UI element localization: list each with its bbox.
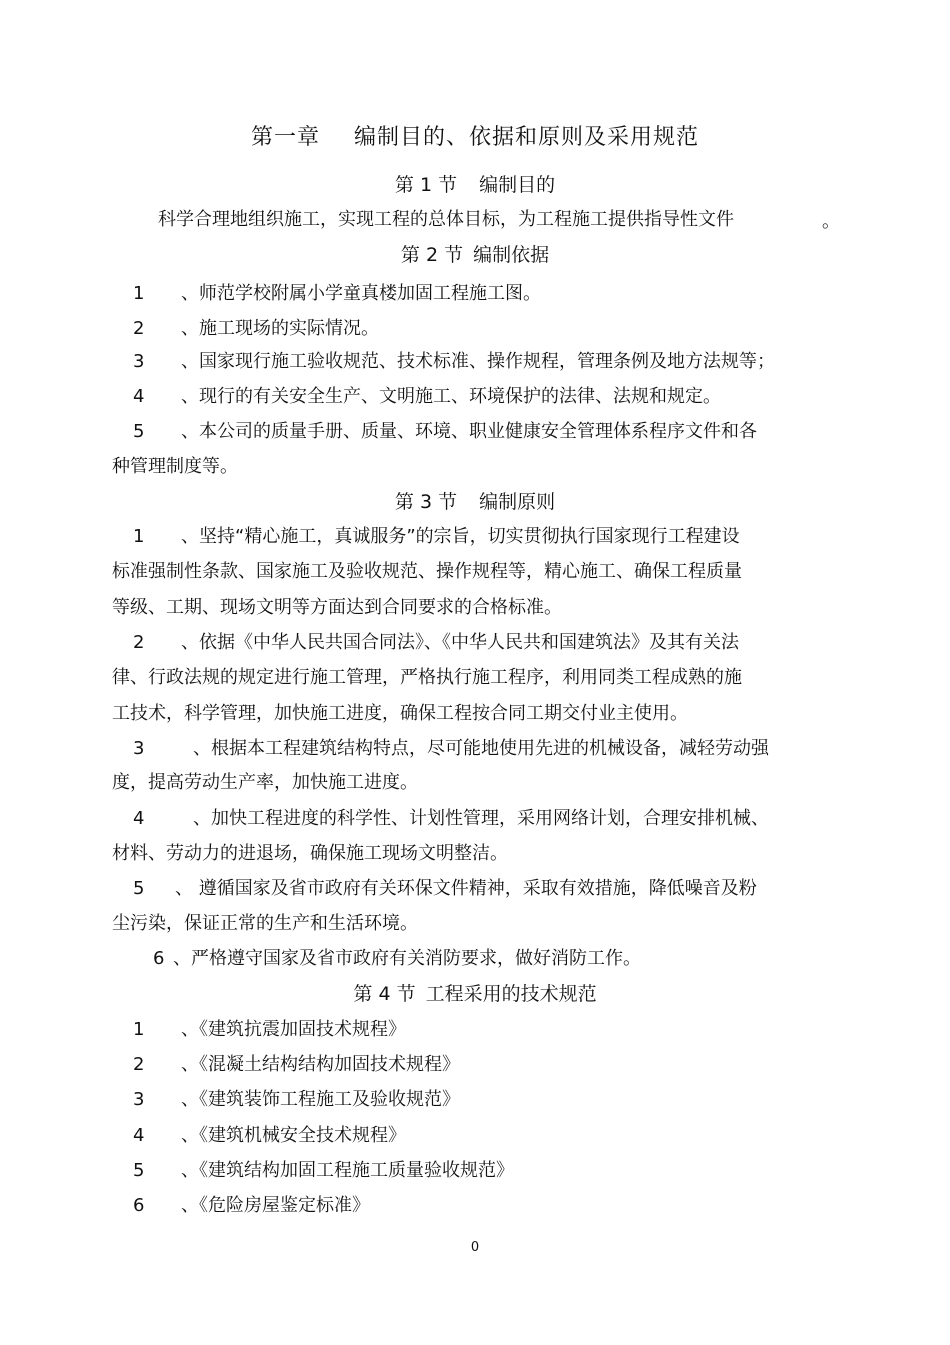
principle-item-5: [133, 877, 757, 901]
item-number: 1: [133, 1019, 145, 1040]
standard-item-4: [133, 1124, 406, 1148]
item-text: 、依据《中华人民共国合同法》、《中华人民共和国建筑法》及其有关法: [181, 632, 739, 653]
principle-item-2: [133, 631, 739, 655]
item-number: 3: [133, 351, 145, 372]
principle-item-3-cont: 度，提高劳动生产率，加快施工进度。: [112, 772, 418, 793]
item-text: 、《建筑装饰工程施工及验收规范》: [181, 1089, 460, 1110]
item-number: 2: [133, 632, 145, 653]
item-number: 2: [133, 1054, 145, 1075]
purpose-period: 。: [822, 211, 840, 232]
basis-item-5-cont: 种管理制度等。: [112, 456, 238, 477]
standard-item-5: [133, 1159, 514, 1183]
section-title: 工程采用的技术规范: [425, 983, 597, 1005]
chapter-title: [0, 126, 950, 150]
page-number: 0: [470, 1240, 480, 1255]
item-number: 5: [133, 1160, 145, 1181]
item-text: 、施工现场的实际情况。: [181, 318, 379, 339]
item-number: 3: [133, 738, 145, 759]
purpose-paragraph: [158, 208, 734, 232]
principle-item-6: [153, 947, 641, 971]
principle-item-2-cont: 律、行政法规的规定进行施工管理，严格执行施工程序，利用同类工程成熟的施: [112, 667, 742, 688]
item-number: 5: [133, 421, 145, 442]
standard-item-1: [133, 1018, 406, 1042]
item-text: 、本公司的质量手册、质量、环境、职业健康安全管理体系程序文件和各: [181, 421, 757, 442]
basis-item-1: [133, 282, 541, 306]
item-text: 、根据本工程建筑结构特点，尽可能地使用先进的机械设备，减轻劳动强: [193, 738, 769, 759]
item-text: 、现行的有关安全生产、文明施工、环境保护的法律、法规和规定。: [181, 386, 721, 407]
section-title: 编制依据: [473, 244, 550, 266]
item-text: 、坚持“精心施工，真诚服务”的宗旨，切实贯彻执行国家现行工程建设: [181, 526, 740, 547]
item-number: 4: [133, 1125, 145, 1146]
item-number: 2: [133, 318, 145, 339]
item-text: 、严格遵守国家及省市政府有关消防要求，做好消防工作。: [173, 948, 641, 969]
item-text: 、《建筑结构加固工程施工质量验收规范》: [181, 1160, 514, 1181]
principle-item-1: [133, 525, 740, 549]
section-heading-3: [0, 490, 950, 514]
item-number: 3: [133, 1089, 145, 1110]
item-number: 6: [133, 1195, 145, 1216]
section-label: 第 1 节: [394, 174, 458, 196]
standard-item-2: [133, 1053, 460, 1077]
item-text: 、《混凝土结构结构加固技术规程》: [181, 1054, 460, 1075]
basis-item-5: [133, 420, 757, 444]
item-number: 4: [133, 808, 145, 829]
chapter-title-text: 编制目的、依据和原则及采用规范: [354, 125, 700, 150]
principle-item-2-cont: 工技术，科学管理，加快施工进度，确保工程按合同工期交付业主使用。: [112, 703, 688, 724]
basis-item-2: [133, 317, 379, 341]
item-text: 、《建筑抗震加固技术规程》: [181, 1019, 406, 1040]
section-heading-1: [0, 173, 950, 197]
standard-item-6: [133, 1194, 370, 1218]
section-label: 第 4 节: [353, 983, 416, 1005]
section-title: 编制目的: [479, 174, 556, 196]
principle-item-1-cont: 等级、工期、现场文明等方面达到合同要求的合格标准。: [112, 597, 562, 618]
standard-item-3: [133, 1088, 460, 1112]
principle-item-3: [133, 737, 769, 761]
basis-item-3: [133, 350, 775, 374]
principle-item-4-cont: 材料、劳动力的进退场，确保施工现场文明整洁。: [112, 843, 508, 864]
item-text: 、师范学校附属小学童真楼加固工程施工图。: [181, 283, 541, 304]
item-number: 1: [133, 283, 145, 304]
principle-item-1-cont: 标准强制性条款、国家施工及验收规范、操作规程等，精心施工、确保工程质量: [112, 561, 742, 582]
chapter-label: 第一章: [250, 125, 320, 150]
purpose-text: 科学合理地组织施工，实现工程的总体目标，为工程施工提供指导性文件: [158, 209, 734, 230]
principle-item-4: [133, 807, 769, 831]
item-text: 、《建筑机械安全技术规程》: [181, 1125, 406, 1146]
item-number: 6: [153, 948, 165, 969]
item-text: 、 遵循国家及省市政府有关环保文件精神，采取有效措施，降低噪音及粉: [175, 878, 757, 899]
section-label: 第 3 节: [394, 491, 458, 513]
item-number: 4: [133, 386, 145, 407]
item-number: 1: [133, 526, 145, 547]
basis-item-4: [133, 385, 721, 409]
principle-item-5-cont: 尘污染，保证正常的生产和生活环境。: [112, 913, 418, 934]
item-text: 、加快工程进度的科学性、计划性管理，采用网络计划，合理安排机械、: [193, 808, 769, 829]
item-number: 5: [133, 878, 145, 899]
item-text: 、国家现行施工验收规范、技术标准、操作规程，管理条例及地方法规等；: [181, 351, 775, 372]
item-text: 、《危险房屋鉴定标准》: [181, 1195, 370, 1216]
section-heading-4: [0, 982, 950, 1006]
section-heading-2: [0, 243, 950, 267]
section-label: 第 2 节: [400, 244, 464, 266]
section-title: 编制原则: [479, 491, 556, 513]
